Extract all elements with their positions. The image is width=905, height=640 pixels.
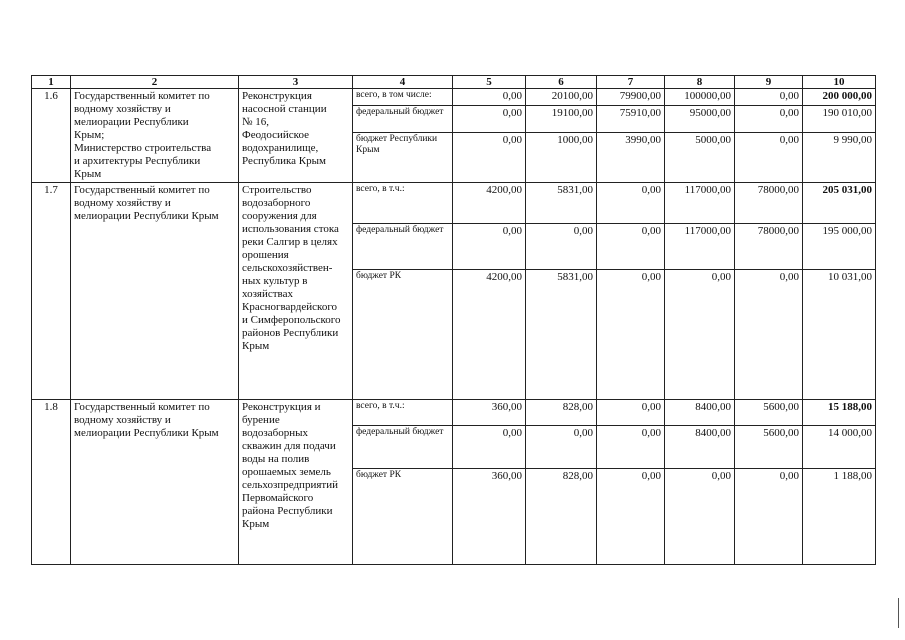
project-line: хозяйствах: [242, 288, 293, 300]
year-value: 0,00: [665, 469, 735, 565]
project-line: орошения: [242, 249, 289, 261]
funding-source: всего, в т.ч.:: [353, 400, 453, 426]
header-cell: 8: [665, 76, 735, 89]
year-value: 828,00: [526, 469, 597, 565]
total-value: 1 188,00: [803, 469, 876, 565]
project-line: и Симферопольского: [242, 314, 341, 326]
header-cell: 10: [803, 76, 876, 89]
total-value: 200 000,00: [803, 89, 876, 106]
year-value: 0,00: [597, 426, 665, 469]
organization-cell: [71, 183, 239, 400]
project-line: воды на полив: [242, 453, 310, 465]
organization-line: мелиорации Республики Крым: [74, 427, 219, 439]
funding-source: всего, в т.ч.:: [353, 183, 453, 224]
year-value: 100000,00: [665, 89, 735, 106]
funding-source: федеральный бюджет: [353, 105, 453, 133]
year-value: 0,00: [735, 105, 803, 133]
year-value: 5831,00: [526, 270, 597, 400]
table-header-row: [32, 76, 876, 89]
row-number: 1.6: [32, 89, 71, 183]
project-line: бурение: [242, 414, 280, 426]
year-value: 95000,00: [665, 105, 735, 133]
organization-line: водному хозяйству и: [74, 197, 171, 209]
year-value: 360,00: [453, 400, 526, 426]
header-cell: 5: [453, 76, 526, 89]
year-value: 0,00: [597, 469, 665, 565]
project-line: Республика Крым: [242, 155, 326, 167]
table-body: [32, 89, 876, 565]
total-value: 15 188,00: [803, 400, 876, 426]
table-row: [32, 183, 876, 224]
header-cell: 1: [32, 76, 71, 89]
year-value: 1000,00: [526, 133, 597, 183]
project-line: района Республики: [242, 505, 333, 517]
year-value: 78000,00: [735, 183, 803, 224]
project-cell: [239, 400, 353, 565]
year-value: 0,00: [597, 400, 665, 426]
row-number: 1.7: [32, 183, 71, 400]
year-value: 4200,00: [453, 183, 526, 224]
project-line: водозаборного: [242, 197, 311, 209]
year-value: 78000,00: [735, 224, 803, 270]
year-value: 75910,00: [597, 105, 665, 133]
organization-line: водному хозяйству и: [74, 103, 171, 115]
project-line: Первомайского: [242, 492, 314, 504]
header-cell: 6: [526, 76, 597, 89]
project-cell: [239, 89, 353, 183]
project-line: районов Республики: [242, 327, 339, 339]
year-value: 0,00: [453, 224, 526, 270]
year-value: 0,00: [453, 133, 526, 183]
year-value: 0,00: [597, 183, 665, 224]
organization-line: Государственный комитет по: [74, 401, 210, 413]
project-line: Реконструкция: [242, 90, 312, 102]
year-value: 0,00: [597, 270, 665, 400]
project-line: Феодосийское: [242, 129, 309, 141]
header-cell: 2: [71, 76, 239, 89]
project-line: ных культур в: [242, 275, 308, 287]
organization-line: Государственный комитет по: [74, 184, 210, 196]
organization-line: мелиорации Республики: [74, 116, 189, 128]
year-value: 117000,00: [665, 224, 735, 270]
header-cell: 9: [735, 76, 803, 89]
organization-line: Министерство строительства: [74, 142, 212, 154]
year-value: 5000,00: [665, 133, 735, 183]
organization-line: Государственный комитет по: [74, 90, 210, 102]
organization-line: мелиорации Республики Крым: [74, 210, 219, 222]
project-line: реки Салгир в целях: [242, 236, 338, 248]
year-value: 0,00: [526, 224, 597, 270]
table-row: [32, 400, 876, 426]
year-value: 0,00: [453, 89, 526, 106]
organization-line: и архитектуры Республики: [74, 155, 201, 167]
budget-table: [31, 75, 876, 565]
year-value: 0,00: [526, 426, 597, 469]
project-line: Крым: [242, 518, 270, 530]
project-line: Крым: [242, 340, 270, 352]
organization-line: Крым;: [74, 129, 105, 141]
funding-source: бюджет Республики Крым: [353, 133, 453, 183]
year-value: 0,00: [735, 89, 803, 106]
year-value: 117000,00: [665, 183, 735, 224]
total-value: 9 990,00: [803, 133, 876, 183]
year-value: 0,00: [453, 426, 526, 469]
project-cell: [239, 183, 353, 400]
project-line: использования стока: [242, 223, 339, 235]
year-value: 19100,00: [526, 105, 597, 133]
year-value: 0,00: [597, 224, 665, 270]
header-cell: 4: [353, 76, 453, 89]
year-value: 5600,00: [735, 426, 803, 469]
project-line: Реконструкция и: [242, 401, 321, 413]
organization-cell: [71, 89, 239, 183]
project-line: сельхозпредприятий: [242, 479, 338, 491]
project-line: № 16,: [242, 116, 269, 128]
funding-source: бюджет РК: [353, 270, 453, 400]
year-value: 0,00: [735, 270, 803, 400]
year-value: 79900,00: [597, 89, 665, 106]
organization-cell: [71, 400, 239, 565]
organization-line: Крым: [74, 168, 102, 180]
project-line: орошаемых земель: [242, 466, 331, 478]
header-cell: 3: [239, 76, 353, 89]
year-value: 0,00: [665, 270, 735, 400]
total-value: 190 010,00: [803, 105, 876, 133]
project-line: Красногвардейского: [242, 301, 338, 313]
year-value: 0,00: [735, 133, 803, 183]
table-row: [32, 89, 876, 106]
total-value: 14 000,00: [803, 426, 876, 469]
year-value: 360,00: [453, 469, 526, 565]
funding-source: федеральный бюджет: [353, 224, 453, 270]
project-line: водозаборных: [242, 427, 308, 439]
project-line: скважин для подачи: [242, 440, 336, 452]
project-line: сооружения для: [242, 210, 317, 222]
year-value: 8400,00: [665, 426, 735, 469]
funding-source: федеральный бюджет: [353, 426, 453, 469]
page-margin-mark: [898, 598, 899, 628]
year-value: 5600,00: [735, 400, 803, 426]
funding-source: всего, в том числе:: [353, 89, 453, 106]
project-line: водохранилище,: [242, 142, 319, 154]
funding-source: бюджет РК: [353, 469, 453, 565]
row-number: 1.8: [32, 400, 71, 565]
header-cell: 7: [597, 76, 665, 89]
project-line: сельскохозяйствен-: [242, 262, 333, 274]
project-line: Строительство: [242, 184, 312, 196]
project-line: насосной станции: [242, 103, 327, 115]
year-value: 8400,00: [665, 400, 735, 426]
year-value: 4200,00: [453, 270, 526, 400]
year-value: 828,00: [526, 400, 597, 426]
year-value: 0,00: [735, 469, 803, 565]
organization-line: водному хозяйству и: [74, 414, 171, 426]
total-value: 205 031,00: [803, 183, 876, 224]
total-value: 10 031,00: [803, 270, 876, 400]
year-value: 20100,00: [526, 89, 597, 106]
year-value: 5831,00: [526, 183, 597, 224]
year-value: 0,00: [453, 105, 526, 133]
year-value: 3990,00: [597, 133, 665, 183]
total-value: 195 000,00: [803, 224, 876, 270]
